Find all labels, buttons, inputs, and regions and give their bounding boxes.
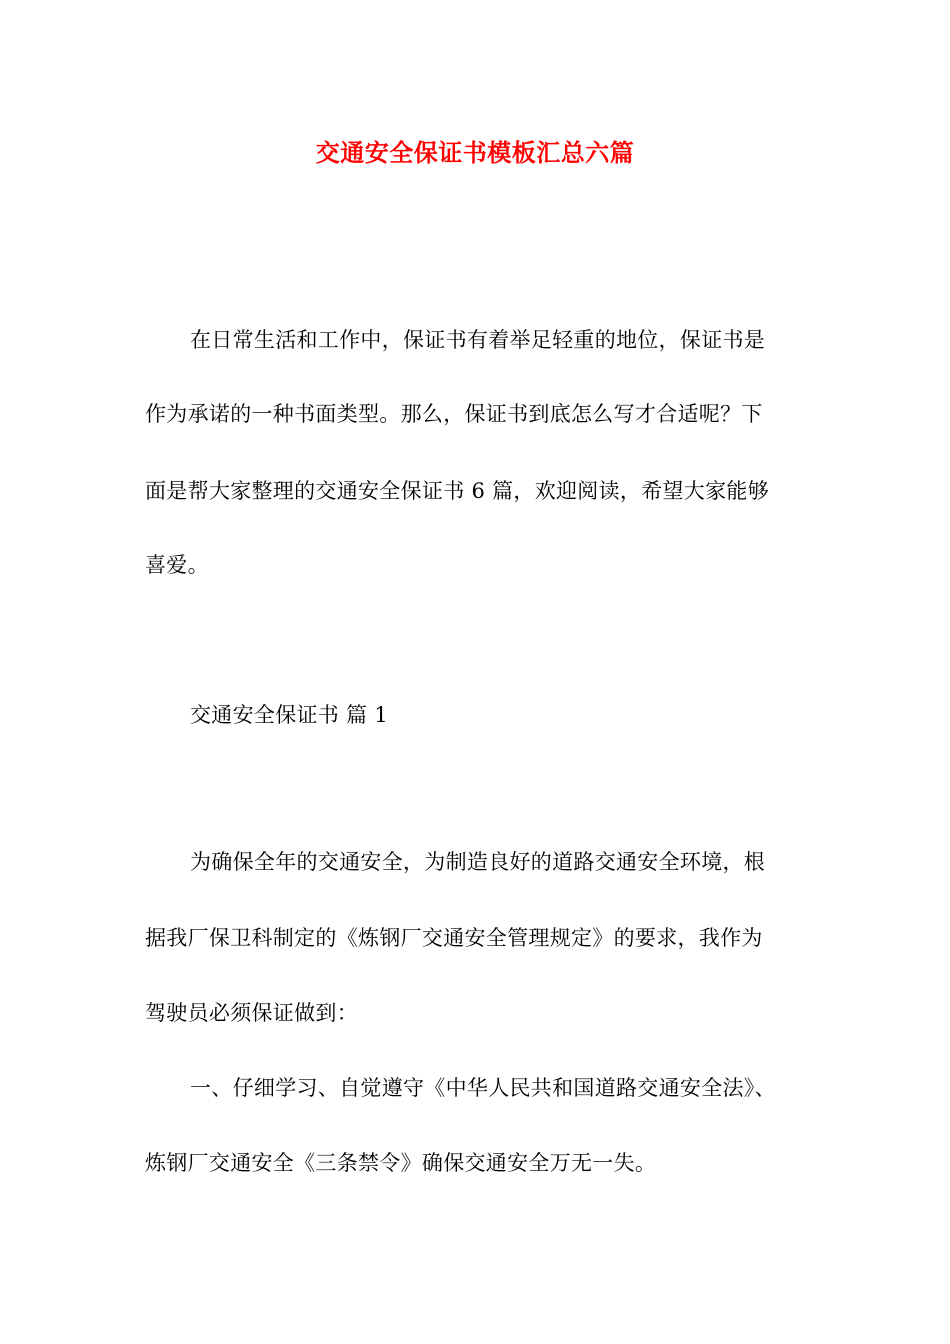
intro-line-3: 面是帮大家整理的交通安全保证书 6 篇，欢迎阅读，希望大家能够 [145, 479, 770, 503]
intro-line-2: 作为承诺的一种书面类型。那么，保证书到底怎么写才合适呢？下 [145, 402, 763, 426]
section-heading: 交通安全保证书 篇 1 [190, 703, 389, 727]
para2-line-2: 炼钢厂交通安全《三条禁令》确保交通安全万无一失。 [145, 1151, 657, 1175]
intro-line-4: 喜爱。 [145, 553, 209, 577]
intro-line-1: 在日常生活和工作中，保证书有着举足轻重的地位，保证书是 [190, 328, 766, 352]
para1-line-2: 据我厂保卫科制定的《炼钢厂交通安全管理规定》的要求，我作为 [145, 926, 763, 950]
para1-line-3: 驾驶员必须保证做到： [145, 1001, 358, 1025]
document-title: 交通安全保证书模板汇总六篇 [315, 138, 635, 167]
para2-line-1: 一、仔细学习、自觉遵守《中华人民共和国道路交通安全法》、 [190, 1076, 776, 1100]
para1-line-1: 为确保全年的交通安全，为制造良好的道路交通安全环境，根 [190, 850, 766, 874]
